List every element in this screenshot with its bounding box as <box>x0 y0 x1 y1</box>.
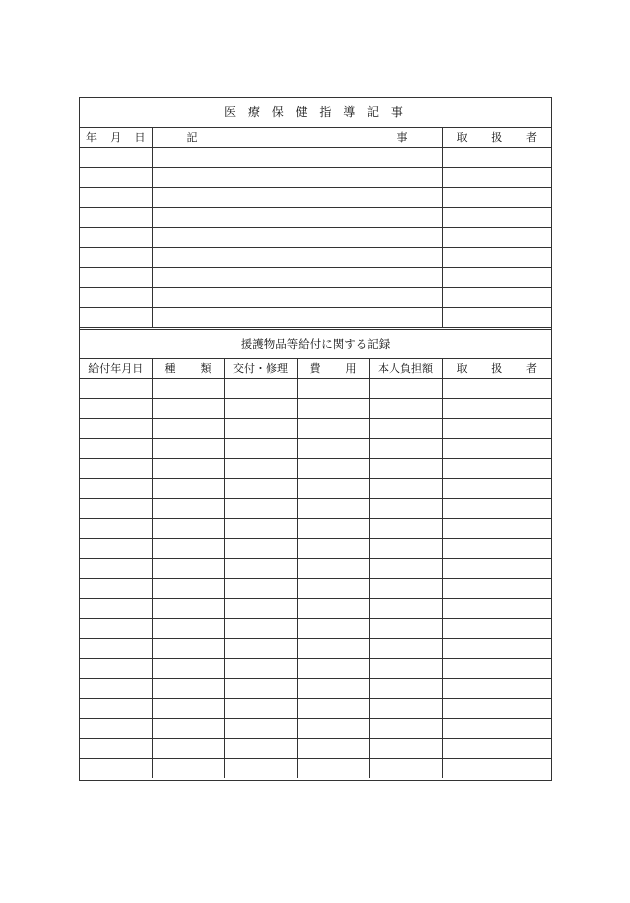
supply-row-cell[interactable] <box>369 759 442 779</box>
supply-row-cell[interactable] <box>152 539 224 559</box>
supply-row-cell[interactable] <box>369 499 442 519</box>
guidance-row-cell[interactable] <box>80 148 152 168</box>
guidance-row-cell[interactable] <box>442 288 551 308</box>
supply-row-cell[interactable] <box>442 419 551 439</box>
supply-row-cell[interactable] <box>80 479 152 499</box>
supply-row-cell[interactable] <box>369 739 442 759</box>
supply-row-cell[interactable] <box>297 379 369 399</box>
header-supply-date-text: 給付年月日 <box>88 362 144 375</box>
guidance-header-row <box>80 128 551 148</box>
guidance-row-cell[interactable] <box>442 188 551 208</box>
supply-row-cell[interactable] <box>224 439 297 459</box>
supply-row-cell[interactable] <box>369 559 442 579</box>
supply-row-cell[interactable] <box>369 659 442 679</box>
header-self-pay <box>369 359 442 379</box>
supply-row-cell[interactable] <box>80 459 152 479</box>
guidance-row-cell[interactable] <box>80 248 152 268</box>
supply-row-cell[interactable] <box>442 559 551 579</box>
supply-row <box>80 679 551 699</box>
supply-row-cell[interactable] <box>152 599 224 619</box>
supply-row-cell[interactable] <box>80 639 152 659</box>
supply-row-cell[interactable] <box>442 599 551 619</box>
supply-row-cell[interactable] <box>152 379 224 399</box>
supply-row-cell[interactable] <box>297 499 369 519</box>
medical-guidance-form <box>79 97 552 781</box>
supply-row-cell[interactable] <box>224 759 297 779</box>
header-cost-1: 費 <box>309 362 321 375</box>
supply-row-cell[interactable] <box>224 679 297 699</box>
guidance-record-table <box>80 128 551 328</box>
guidance-row-cell[interactable] <box>442 228 551 248</box>
supply-row-cell[interactable] <box>297 479 369 499</box>
supply-row-cell[interactable] <box>442 639 551 659</box>
supply-row <box>80 759 551 779</box>
guidance-row-cell[interactable] <box>442 248 551 268</box>
supply-row-cell[interactable] <box>224 659 297 679</box>
header-handler-3: 者 <box>526 131 537 144</box>
guidance-row <box>80 168 551 188</box>
supply-row <box>80 379 551 399</box>
supply-row-cell[interactable] <box>224 699 297 719</box>
supply-row <box>80 479 551 499</box>
supply-row-cell[interactable] <box>297 619 369 639</box>
supply-row <box>80 399 551 419</box>
supply-row-cell[interactable] <box>442 659 551 679</box>
guidance-row <box>80 228 551 248</box>
supply-row-cell[interactable] <box>152 439 224 459</box>
supply-row-cell[interactable] <box>224 459 297 479</box>
supply-row-cell[interactable] <box>442 439 551 459</box>
header-supply-handler <box>442 359 551 379</box>
supply-row-cell[interactable] <box>152 759 224 779</box>
header-date-year: 年 <box>86 131 97 144</box>
supply-row-cell[interactable] <box>369 419 442 439</box>
supply-row-cell[interactable] <box>80 699 152 719</box>
supply-row-cell[interactable] <box>297 719 369 739</box>
supply-row <box>80 519 551 539</box>
header-handler-1: 取 <box>456 131 468 144</box>
supply-row-cell[interactable] <box>369 719 442 739</box>
header-supply-date <box>80 359 152 379</box>
supply-row-cell[interactable] <box>442 519 551 539</box>
supply-row-cell[interactable] <box>224 719 297 739</box>
supply-row-cell[interactable] <box>80 739 152 759</box>
supply-row-cell[interactable] <box>442 699 551 719</box>
header-date-month: 月 <box>110 131 122 144</box>
header-self-pay-text: 本人負担額 <box>378 362 433 375</box>
header-cost <box>297 359 369 379</box>
supply-row-cell[interactable] <box>80 439 152 459</box>
supply-row-cell[interactable] <box>152 479 224 499</box>
supply-row-cell[interactable] <box>297 759 369 779</box>
guidance-row-cell[interactable] <box>152 288 442 308</box>
supply-row-cell[interactable] <box>152 419 224 439</box>
supply-row-cell[interactable] <box>224 539 297 559</box>
supply-row-cell[interactable] <box>297 459 369 479</box>
supply-row <box>80 659 551 679</box>
supply-row-cell[interactable] <box>369 539 442 559</box>
guidance-record-section <box>80 128 551 328</box>
supply-record-table <box>80 359 551 778</box>
supply-row-cell[interactable] <box>369 439 442 459</box>
supply-row-cell[interactable] <box>152 699 224 719</box>
guidance-row-cell[interactable] <box>80 288 152 308</box>
supply-row-cell[interactable] <box>224 599 297 619</box>
guidance-row-cell[interactable] <box>152 208 442 228</box>
supply-row-cell[interactable] <box>80 499 152 519</box>
supply-row-cell[interactable] <box>80 519 152 539</box>
supply-row-cell[interactable] <box>369 479 442 499</box>
supply-row <box>80 619 551 639</box>
supply-row-cell[interactable] <box>369 519 442 539</box>
supply-row-cell[interactable] <box>152 679 224 699</box>
guidance-row-cell[interactable] <box>80 268 152 288</box>
supply-row <box>80 579 551 599</box>
supply-row-cell[interactable] <box>224 399 297 419</box>
guidance-row-cell[interactable] <box>152 308 442 328</box>
supply-row-cell[interactable] <box>224 519 297 539</box>
supply-row-cell[interactable] <box>442 399 551 419</box>
supply-row <box>80 699 551 719</box>
supply-row <box>80 459 551 479</box>
header-delivery-repair <box>224 359 297 379</box>
supply-row-cell[interactable] <box>297 699 369 719</box>
header-type <box>152 359 224 379</box>
supply-row-cell[interactable] <box>224 479 297 499</box>
supply-row <box>80 499 551 519</box>
supply-row-cell[interactable] <box>224 559 297 579</box>
supply-row-cell[interactable] <box>152 519 224 539</box>
supply-row-cell[interactable] <box>152 639 224 659</box>
supply-row-cell[interactable] <box>152 559 224 579</box>
header-type-1: 種 <box>164 362 176 375</box>
supply-row-cell[interactable] <box>224 739 297 759</box>
header-handler <box>442 128 551 148</box>
guidance-row <box>80 188 551 208</box>
supply-row-cell[interactable] <box>297 419 369 439</box>
supply-row-cell[interactable] <box>297 439 369 459</box>
supply-row-cell[interactable] <box>224 379 297 399</box>
supply-row-cell[interactable] <box>369 579 442 599</box>
guidance-row-cell[interactable] <box>442 268 551 288</box>
guidance-row-cell[interactable] <box>152 168 442 188</box>
supply-row-cell[interactable] <box>80 659 152 679</box>
supply-row-cell[interactable] <box>152 499 224 519</box>
guidance-row-cell[interactable] <box>442 308 551 328</box>
supply-row-cell[interactable] <box>442 619 551 639</box>
guidance-row <box>80 288 551 308</box>
supply-row-cell[interactable] <box>80 599 152 619</box>
guidance-row-cell[interactable] <box>80 228 152 248</box>
supply-row-cell[interactable] <box>152 739 224 759</box>
supply-row <box>80 419 551 439</box>
supply-row <box>80 739 551 759</box>
supply-row-cell[interactable] <box>442 459 551 479</box>
guidance-row-cell[interactable] <box>80 208 152 228</box>
header-supply-handler-3: 者 <box>526 362 537 375</box>
supply-row-cell[interactable] <box>442 539 551 559</box>
supply-row-cell[interactable] <box>224 499 297 519</box>
guidance-row-cell[interactable] <box>152 248 442 268</box>
supply-row-cell[interactable] <box>369 639 442 659</box>
supply-row <box>80 719 551 739</box>
header-record-ji: 事 <box>396 131 408 144</box>
header-handler-2: 扱 <box>491 131 503 144</box>
supply-row <box>80 639 551 659</box>
supply-header-row <box>80 359 551 379</box>
guidance-row <box>80 208 551 228</box>
header-date <box>80 128 152 148</box>
header-supply-handler-2: 扱 <box>491 362 503 375</box>
supply-row-cell[interactable] <box>369 459 442 479</box>
supply-row-cell[interactable] <box>442 759 551 779</box>
supply-row-cell[interactable] <box>442 579 551 599</box>
guidance-row <box>80 268 551 288</box>
supply-row-cell[interactable] <box>297 519 369 539</box>
supply-row-cell[interactable] <box>369 619 442 639</box>
header-delivery-repair-text: 交付・修理 <box>233 362 288 375</box>
guidance-row <box>80 148 551 168</box>
supply-row-cell[interactable] <box>442 499 551 519</box>
supply-row-cell[interactable] <box>80 579 152 599</box>
supply-row-cell[interactable] <box>152 659 224 679</box>
supply-row-cell[interactable] <box>80 759 152 779</box>
supply-row-cell[interactable] <box>369 699 442 719</box>
title-row <box>80 98 551 128</box>
supply-row-cell[interactable] <box>80 399 152 419</box>
supply-row-cell[interactable] <box>297 399 369 419</box>
supply-row <box>80 559 551 579</box>
guidance-row-cell[interactable] <box>80 168 152 188</box>
supply-row-cell[interactable] <box>442 679 551 699</box>
form-title: 医 療 保 健 指 導 記 事 <box>224 105 407 119</box>
supply-row <box>80 539 551 559</box>
supply-row-cell[interactable] <box>369 679 442 699</box>
supply-row-cell[interactable] <box>442 379 551 399</box>
supply-row-cell[interactable] <box>297 679 369 699</box>
header-supply-handler-1: 取 <box>456 362 468 375</box>
supply-row-cell[interactable] <box>297 599 369 619</box>
supply-row <box>80 439 551 459</box>
header-cost-2: 用 <box>345 362 357 375</box>
supply-row-cell[interactable] <box>442 479 551 499</box>
supply-row-cell[interactable] <box>369 399 442 419</box>
supply-row-cell[interactable] <box>224 579 297 599</box>
supply-row-cell[interactable] <box>80 419 152 439</box>
supply-row-cell[interactable] <box>152 579 224 599</box>
header-record-ki: 記 <box>186 131 198 144</box>
subtitle-row <box>80 329 551 359</box>
guidance-row-cell[interactable] <box>80 308 152 328</box>
guidance-row-cell[interactable] <box>152 268 442 288</box>
supply-row-cell[interactable] <box>297 539 369 559</box>
header-record <box>152 128 442 148</box>
guidance-row-cell[interactable] <box>152 148 442 168</box>
supply-row-cell[interactable] <box>297 579 369 599</box>
guidance-row-cell[interactable] <box>80 188 152 208</box>
supply-row-cell[interactable] <box>369 599 442 619</box>
guidance-row-cell[interactable] <box>442 168 551 188</box>
supply-row-cell[interactable] <box>80 539 152 559</box>
supply-row-cell[interactable] <box>224 639 297 659</box>
supply-row-cell[interactable] <box>442 739 551 759</box>
supply-row-cell[interactable] <box>297 639 369 659</box>
supply-record-title: 援護物品等給付に関する記録 <box>240 337 391 351</box>
guidance-row-cell[interactable] <box>152 228 442 248</box>
supply-row-cell[interactable] <box>152 719 224 739</box>
supply-row-cell[interactable] <box>80 719 152 739</box>
supply-row-cell[interactable] <box>224 619 297 639</box>
supply-record-section <box>80 359 551 778</box>
supply-row-cell[interactable] <box>297 739 369 759</box>
header-type-2: 類 <box>200 362 212 375</box>
guidance-row <box>80 308 551 328</box>
supply-row-cell[interactable] <box>369 379 442 399</box>
supply-row-cell[interactable] <box>152 459 224 479</box>
supply-row-cell[interactable] <box>80 619 152 639</box>
supply-row-cell[interactable] <box>442 719 551 739</box>
supply-row-cell[interactable] <box>297 559 369 579</box>
supply-row <box>80 599 551 619</box>
supply-row-cell[interactable] <box>80 379 152 399</box>
supply-row-cell[interactable] <box>152 399 224 419</box>
supply-row-cell[interactable] <box>297 659 369 679</box>
guidance-row-cell[interactable] <box>152 188 442 208</box>
header-date-day: 日 <box>134 131 146 144</box>
supply-row-cell[interactable] <box>152 619 224 639</box>
guidance-row-cell[interactable] <box>442 208 551 228</box>
supply-row-cell[interactable] <box>224 419 297 439</box>
guidance-row <box>80 248 551 268</box>
supply-row-cell[interactable] <box>80 559 152 579</box>
supply-row-cell[interactable] <box>80 679 152 699</box>
guidance-row-cell[interactable] <box>442 148 551 168</box>
